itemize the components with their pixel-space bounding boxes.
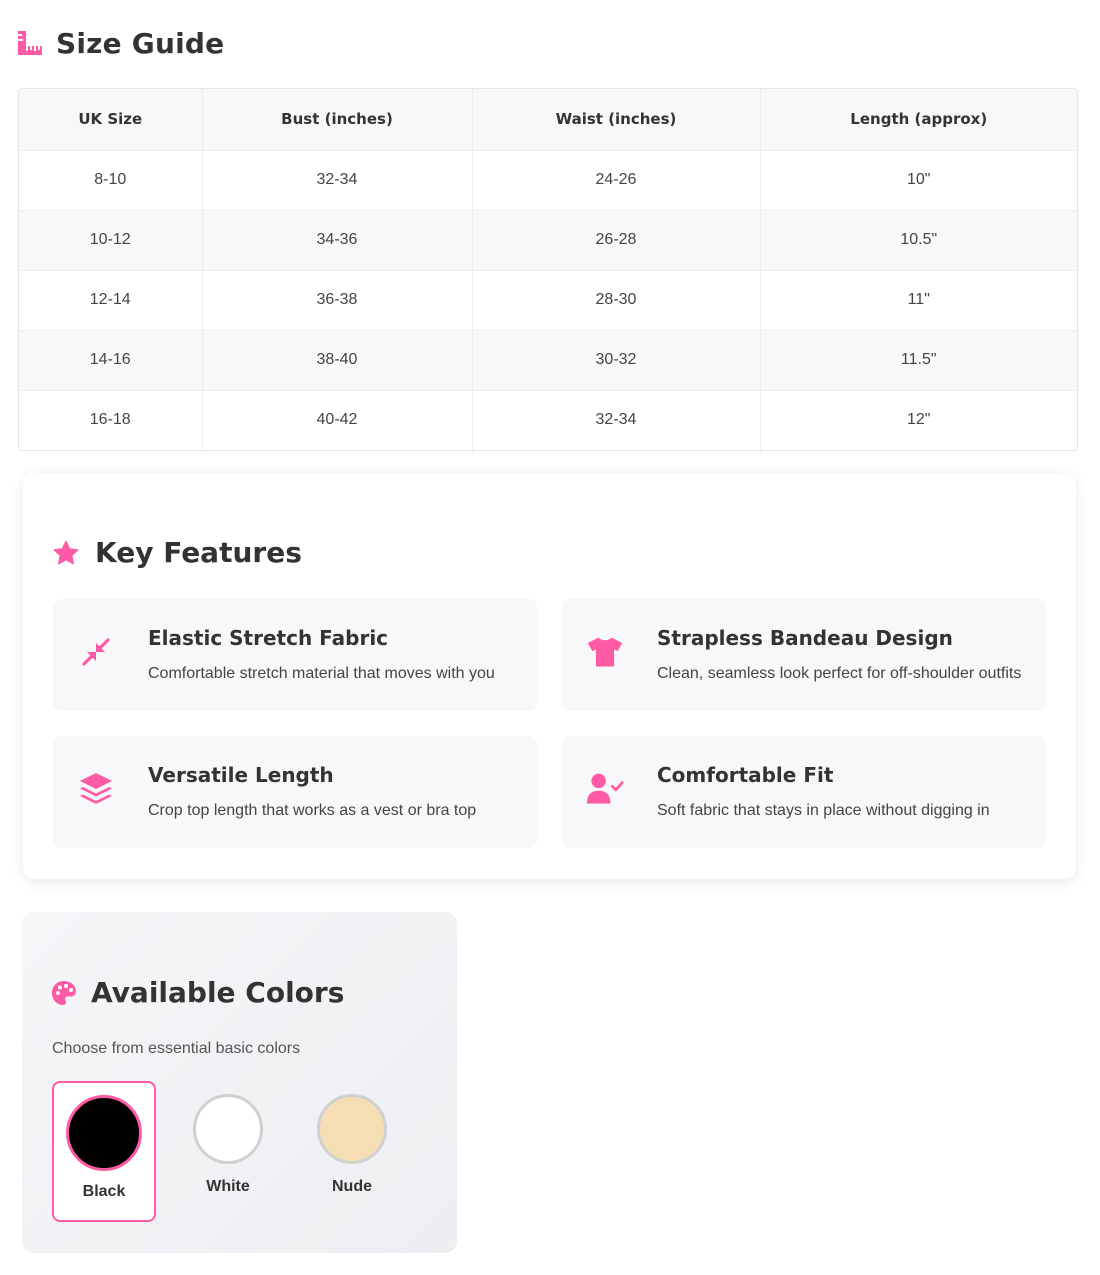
feature-description: Soft fabric that stays in place without digging in: [657, 802, 990, 819]
color-swatch-white: [193, 1094, 263, 1164]
key-features-heading: [52, 536, 302, 569]
size-guide-title: Size Guide: [56, 26, 225, 60]
ruler-icon: [17, 30, 43, 56]
layers-icon: [77, 770, 115, 808]
table-cell: 34-36: [202, 210, 472, 270]
feature-description: Clean, seamless look perfect for off-shoulder outfits: [657, 665, 1022, 682]
table-row: [19, 330, 1077, 390]
color-swatch-nude: [317, 1094, 387, 1164]
table-cell: 24-26: [472, 150, 760, 210]
table-cell: 11.5": [900, 351, 937, 368]
column-header: UK Size: [19, 89, 202, 150]
feature-card-elastic: [53, 599, 537, 711]
feature-card-comfortable: [562, 736, 1046, 848]
table-header-row: [19, 89, 1077, 150]
feature-title: Comfortable Fit: [657, 763, 834, 787]
tshirt-icon: [586, 633, 624, 671]
available-colors-card: [22, 912, 457, 1253]
size-guide-table: [18, 88, 1078, 451]
colors-subtitle: Choose from essential basic colors: [52, 1040, 301, 1057]
table-cell: 12": [907, 411, 931, 429]
table-row: [19, 270, 1077, 330]
color-label: Nude: [332, 1178, 372, 1195]
star-icon: [52, 539, 80, 567]
table-cell: 30-32: [472, 330, 760, 390]
table-row: [19, 210, 1077, 270]
feature-description: Comfortable stretch material that moves with you: [148, 665, 495, 682]
feature-card-versatile: [53, 736, 537, 848]
feature-title: Elastic Stretch Fabric: [148, 626, 389, 650]
table-cell: 10.5": [900, 231, 938, 248]
key-features-card: [23, 473, 1076, 879]
feature-title: Versatile Length: [148, 763, 334, 787]
table-cell: 26-28: [472, 210, 760, 270]
user-check-icon: [586, 770, 624, 808]
available-colors-title: Available Colors: [91, 976, 345, 1009]
color-option-nude[interactable]: [300, 1081, 404, 1222]
color-label: White: [206, 1178, 250, 1195]
table-cell: 28-30: [472, 270, 760, 330]
table-cell: 32-34: [472, 390, 760, 450]
table-cell: 16-18: [19, 390, 202, 450]
color-option-black[interactable]: [52, 1081, 156, 1222]
color-swatch-black: [66, 1095, 142, 1171]
color-option-white[interactable]: [176, 1081, 280, 1222]
table-row: [19, 150, 1077, 210]
table-row: [19, 390, 1077, 450]
palette-icon: [51, 980, 77, 1006]
table-cell: 32-34: [202, 150, 472, 210]
table-cell: 10": [907, 171, 931, 188]
table-cell: 14-16: [19, 330, 202, 390]
column-header: Bust (inches): [202, 89, 472, 150]
key-features-title: Key Features: [95, 536, 302, 569]
table-cell: 8-10: [19, 150, 202, 210]
feature-description: Crop top length that works as a vest or bra top: [148, 802, 477, 819]
compress-arrows-icon: [77, 633, 115, 671]
table-cell: 12-14: [19, 270, 202, 330]
feature-card-strapless: [562, 599, 1046, 711]
table-cell: 38-40: [202, 330, 472, 390]
size-guide-heading: [17, 24, 224, 62]
feature-title: Strapless Bandeau Design: [657, 626, 953, 650]
table-cell: 36-38: [202, 270, 472, 330]
table-cell: 10-12: [19, 210, 202, 270]
table-cell: 11": [907, 291, 930, 308]
color-label: Black: [82, 1183, 126, 1200]
available-colors-heading: [51, 976, 344, 1009]
column-header: Length (approx): [760, 89, 1077, 150]
table-cell: 40-42: [202, 390, 472, 450]
column-header: Waist (inches): [472, 89, 760, 150]
